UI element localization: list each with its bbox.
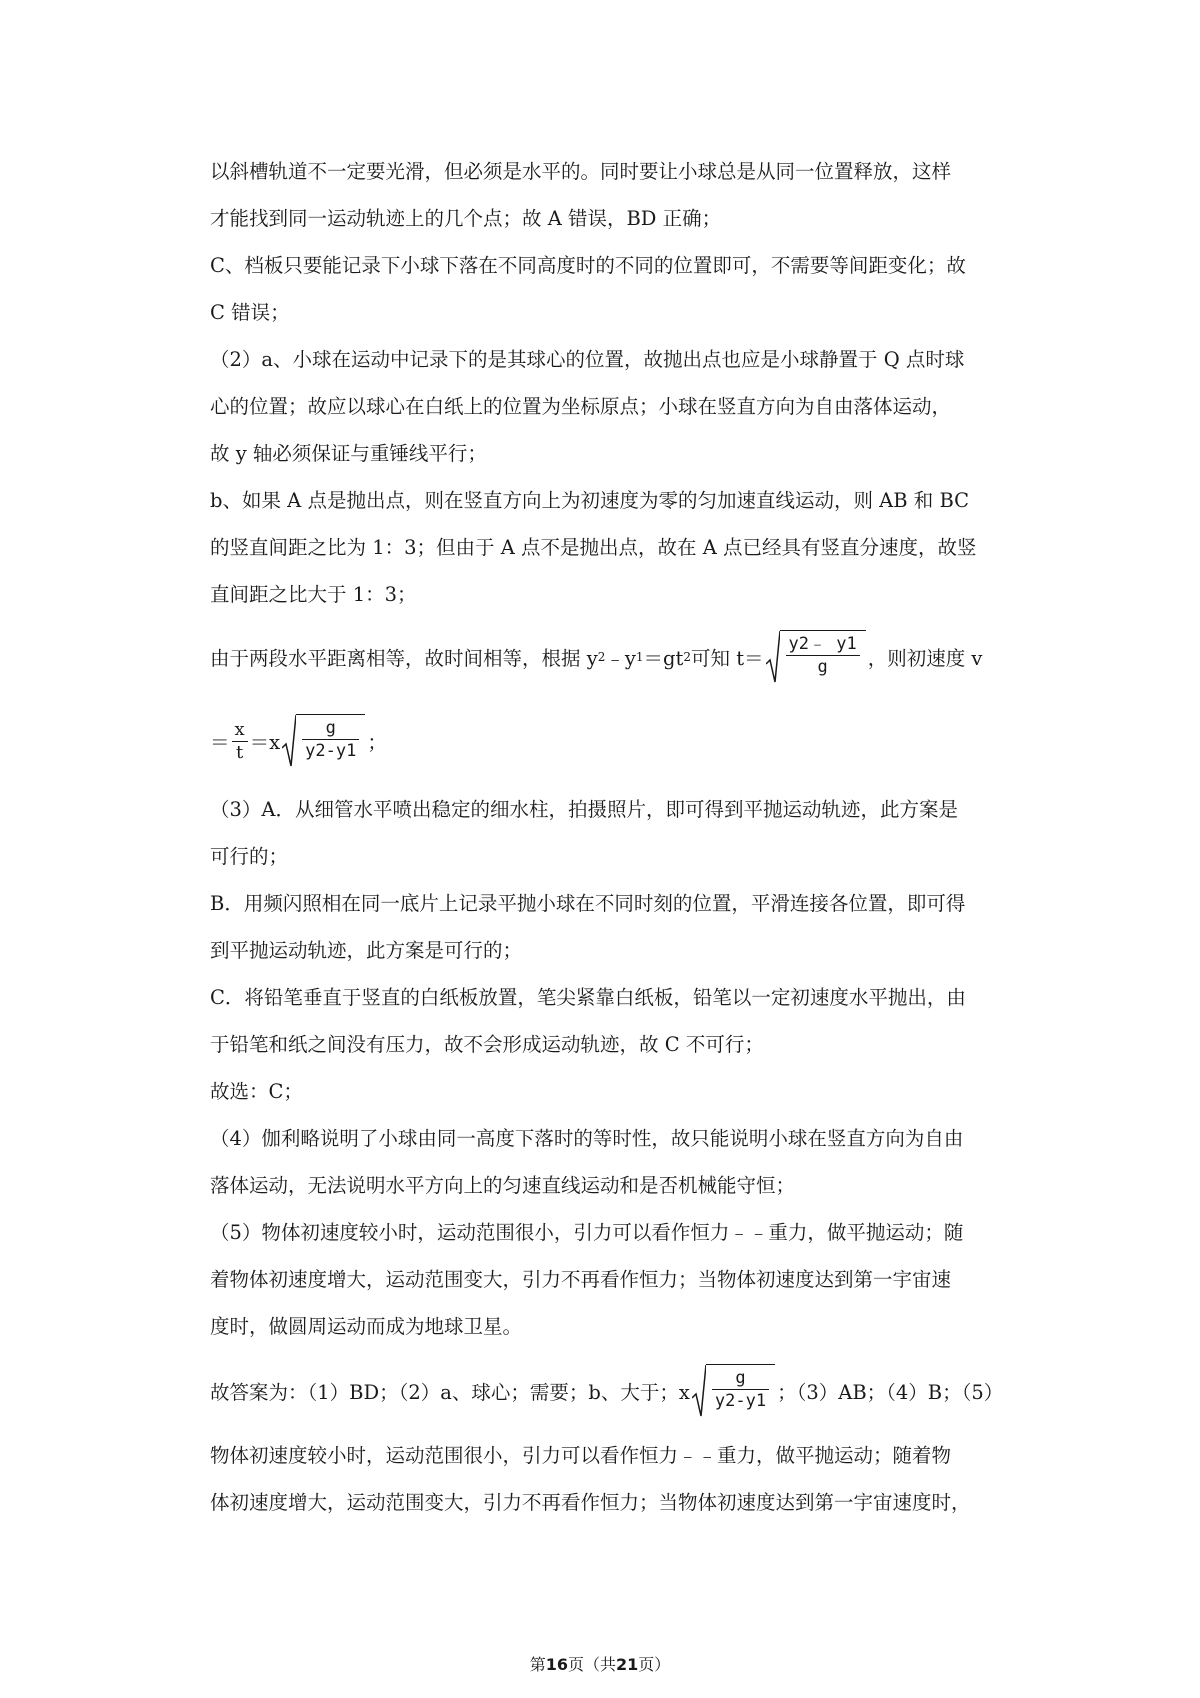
text-line: C、档板只要能记录下小球下落在不同高度时的不同的位置即可，不需要等间距变化；故	[210, 254, 966, 277]
text-line: C．将铅笔垂直于竖直的白纸板放置，笔尖紧靠白纸板，铅笔以一定初速度水平抛出，由	[210, 986, 966, 1009]
text-segment: ﹣y	[605, 647, 636, 670]
fraction	[786, 633, 860, 684]
radical-sign-icon	[692, 1364, 706, 1418]
footer-middle: 页（共	[567, 1655, 616, 1674]
text-line: 故选：C；	[210, 1080, 303, 1103]
subscript: 1	[635, 650, 644, 664]
text-line: 可行的；	[210, 845, 289, 868]
text-line: B．用频闪照相在同一底片上记录平抛小球在不同时刻的位置，平滑连接各位置，即可得	[210, 892, 966, 915]
subscript: 2	[597, 650, 606, 664]
answer-line	[210, 1350, 1024, 1432]
text-segment: 故答案为：（1）BD；（2）a、球心；需要；b、大于；x	[210, 1381, 690, 1404]
radical-sign-icon	[282, 714, 296, 768]
page-number: 16	[545, 1655, 568, 1674]
text-line: 到平抛运动轨迹，此方案是可行的；	[210, 939, 523, 962]
text-line: 度时，做圆周运动而成为地球卫星。	[210, 1315, 523, 1338]
radicand	[780, 630, 866, 684]
text-line: 落体运动，无法说明水平方向上的匀速直线运动和是否机械能守恒；	[210, 1174, 796, 1197]
text-line: 心的位置；故应以球心在白纸上的位置为坐标原点；小球在竖直方向为自由落体运动，	[210, 395, 952, 418]
text-segment: ＝gt	[643, 647, 684, 670]
fraction-denominator: t	[235, 741, 244, 763]
text-segment: 可知 t＝	[691, 647, 764, 670]
fraction-numerator: g	[735, 1368, 746, 1388]
formula-line-velocity	[210, 696, 1024, 786]
superscript: 2	[683, 650, 691, 664]
text-line: b、如果 A 点是抛出点，则在竖直方向上为初速度为零的匀加速直线运动，则 AB 和 BC	[210, 489, 970, 512]
fraction-numerator: g	[325, 718, 336, 738]
text-segment: ；	[367, 731, 387, 754]
text-line: （2）a、小球在运动中记录下的是其球心的位置，故抛出点也应是小球静置于 Q 点时球	[210, 348, 965, 371]
text-line: 体初速度增大，运动范围变大，引力不再看作恒力；当物体初速度达到第一宇宙速度时，	[210, 1491, 971, 1514]
text-segment: ；（3）AB；（4）B；（5）	[777, 1381, 1004, 1404]
text-line: （5）物体初速度较小时，运动范围很小，引力可以看作恒力﹣﹣重力，做平抛运动；随	[210, 1221, 964, 1244]
sqrt-expression	[282, 714, 365, 768]
fraction-denominator: y2-y1	[305, 741, 357, 761]
formula-line-time	[210, 618, 1024, 696]
text-line: （3）A．从细管水平喷出稳定的细水柱，拍摄照片，即可得到平抛运动轨迹，此方案是	[210, 798, 958, 821]
radicand	[706, 1364, 775, 1418]
fraction	[712, 1367, 769, 1418]
text-line: 的竖直间距之比为 1：3；但由于 A 点不是抛出点，故在 A 点已经具有竖直分速度，故竖	[210, 536, 977, 559]
footer-suffix: 页）	[638, 1655, 671, 1674]
text-line: 物体初速度较小时，运动范围很小，引力可以看作恒力﹣﹣重力，做平抛运动；随着物	[210, 1444, 952, 1467]
text-segment: ＝x	[249, 731, 281, 754]
fraction-denominator: g	[817, 657, 828, 677]
text-segment: ＝	[210, 731, 230, 754]
text-line: 于铅笔和纸之间没有压力，故不会形成运动轨迹，故 C 不可行；	[210, 1033, 764, 1056]
radicand	[296, 714, 365, 768]
sqrt-expression	[766, 630, 866, 684]
text-line: （4）伽利略说明了小球由同一高度下落时的等时性，故只能说明小球在竖直方向为自由	[210, 1127, 964, 1150]
fraction	[232, 719, 248, 764]
text-segment: ，则初速度 v	[867, 647, 983, 670]
text-segment: 由于两段水平距离相等，故时间相等，根据 y	[210, 647, 598, 670]
radical-sign-icon	[766, 630, 780, 684]
footer-prefix: 第	[529, 1655, 546, 1674]
text-line: 才能找到同一运动轨迹上的几个点；故 A 错误，BD 正确；	[210, 207, 722, 230]
total-pages: 21	[616, 1655, 639, 1674]
text-line: C 错误；	[210, 301, 290, 324]
text-line: 以斜槽轨道不一定要光滑，但必须是水平的。同时要让小球总是从同一位置释放，这样	[210, 160, 952, 183]
fraction	[302, 717, 359, 768]
page-footer	[0, 1652, 1200, 1675]
fraction-numerator: x	[234, 718, 245, 740]
document-body	[210, 148, 1024, 1526]
text-line: 着物体初速度增大，运动范围变大，引力不再看作恒力；当物体初速度达到第一宇宙速	[210, 1268, 952, 1291]
text-line: 故 y 轴必须保证与重锤线平行；	[210, 442, 487, 465]
fraction-numerator: y2﹣ y1	[788, 634, 857, 654]
text-line: 直间距之比大于 1：3；	[210, 583, 417, 606]
fraction-denominator: y2-y1	[714, 1391, 767, 1411]
sqrt-expression	[692, 1364, 775, 1418]
